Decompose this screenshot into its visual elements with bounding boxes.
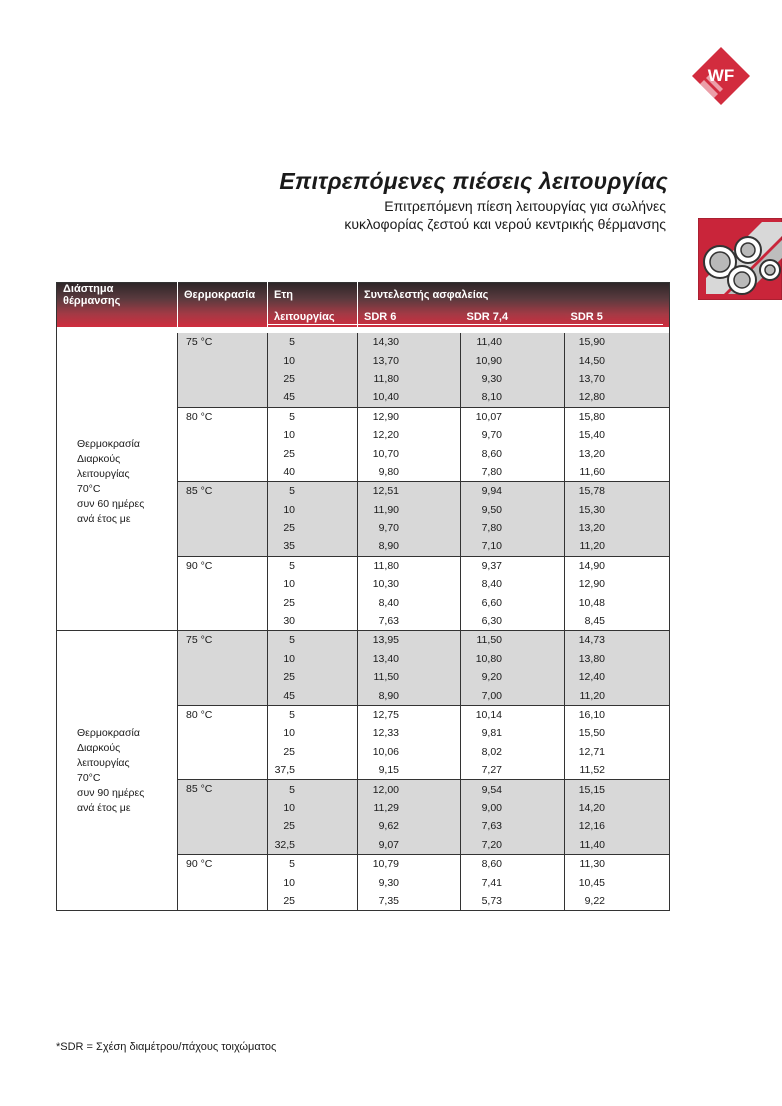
subtitle-line-1: Επιτρεπόμενη πίεση λειτουργίας για σωλήνες xyxy=(384,198,666,214)
condition-line: ανά έτος με xyxy=(77,512,131,525)
value-text: 10,70 xyxy=(372,447,399,460)
value-text: 7,35 xyxy=(378,894,399,907)
years-cell: 5 xyxy=(268,854,358,873)
years-cell: 5 xyxy=(268,556,358,575)
years-cell: 37,5 xyxy=(268,761,358,780)
value-text: 11,30 xyxy=(579,858,605,871)
value-text: 14,30 xyxy=(372,336,399,349)
value-text: 5,73 xyxy=(481,894,502,907)
page-title: Επιτρεπόμενες πιέσεις λειτουργίας xyxy=(279,168,668,194)
sdr74-cell xyxy=(461,575,565,593)
sdr6-cell xyxy=(358,407,461,426)
years-cell: 25 xyxy=(268,668,358,686)
value-text: 13,80 xyxy=(578,652,605,665)
value-text: 7,63 xyxy=(481,820,502,833)
value-text: 12,33 xyxy=(372,727,399,740)
value-text: 15,30 xyxy=(578,503,605,516)
table-row xyxy=(57,333,670,351)
value-text: 6,30 xyxy=(481,615,502,628)
value-text: 9,81 xyxy=(481,727,502,740)
years-cell: 25 xyxy=(268,519,358,537)
value-text: 7,10 xyxy=(481,540,502,553)
sdr5-cell xyxy=(565,556,670,575)
value-text: 10,45 xyxy=(578,876,605,889)
years-cell: 5 xyxy=(268,407,358,426)
value-text: 11,20 xyxy=(579,540,605,553)
value-text: 7,41 xyxy=(481,876,502,889)
sdr6-cell xyxy=(358,799,461,817)
sdr5-cell xyxy=(565,836,670,855)
sdr6-cell xyxy=(358,519,461,537)
value-text: 14,73 xyxy=(578,634,605,647)
sdr6-cell xyxy=(358,854,461,873)
value-text: 7,63 xyxy=(378,615,399,628)
value-text: 13,95 xyxy=(372,634,399,647)
years-cell: 25 xyxy=(268,892,358,911)
value-text: 8,02 xyxy=(481,745,502,758)
sdr5-cell xyxy=(565,761,670,780)
value-text: 9,70 xyxy=(378,522,399,535)
temperature-cell: 75 °C xyxy=(178,333,268,407)
value-text: 13,70 xyxy=(372,354,399,367)
temperature-cell: 85 °C xyxy=(178,780,268,855)
header-safety-factor: Συντελεστής ασφαλείας xyxy=(358,283,670,308)
value-text: 9,30 xyxy=(378,876,399,889)
years-cell: 10 xyxy=(268,426,358,444)
sdr6-cell xyxy=(358,780,461,799)
value-text: 15,40 xyxy=(578,429,605,442)
sdr74-cell xyxy=(461,388,565,407)
condition-line: Θερμοκρασία xyxy=(77,726,140,739)
years-cell: 45 xyxy=(268,686,358,705)
sdr74-cell xyxy=(461,463,565,482)
years-cell: 32,5 xyxy=(268,836,358,855)
sdr74-cell xyxy=(461,761,565,780)
value-text: 7,00 xyxy=(481,689,502,702)
temperature-cell: 85 °C xyxy=(178,482,268,557)
value-text: 13,20 xyxy=(578,522,605,535)
years-cell: 45 xyxy=(268,388,358,407)
value-text: 9,94 xyxy=(481,485,502,498)
years-cell: 40 xyxy=(268,463,358,482)
subtitle-line-2: κυκλοφορίας ζεστού και νερού κεντρικής θέρμανσης xyxy=(344,216,666,232)
value-text: 9,00 xyxy=(481,801,502,814)
sdr5-cell xyxy=(565,873,670,891)
sdr6-cell xyxy=(358,388,461,407)
condition-line: 70°C xyxy=(77,482,101,495)
sdr6-cell xyxy=(358,761,461,780)
sdr5-cell xyxy=(565,892,670,911)
header-sdr74: SDR 7,4 xyxy=(461,307,565,327)
sdr74-cell xyxy=(461,668,565,686)
value-text: 6,60 xyxy=(481,596,502,609)
value-text: 12,90 xyxy=(372,410,399,423)
value-text: 13,40 xyxy=(372,652,399,665)
years-cell: 25 xyxy=(268,743,358,761)
wf-logo-icon xyxy=(690,45,752,107)
sdr6-cell xyxy=(358,705,461,724)
value-text: 12,16 xyxy=(578,820,605,833)
value-text: 11,90 xyxy=(373,503,399,516)
value-text: 10,80 xyxy=(475,652,502,665)
temperature-cell: 90 °C xyxy=(178,556,268,631)
header-temperature: Θερμοκρασία xyxy=(178,283,268,308)
sdr74-cell xyxy=(461,593,565,611)
header-sdr5: SDR 5 xyxy=(565,307,670,327)
sdr6-cell xyxy=(358,668,461,686)
sdr5-cell xyxy=(565,501,670,519)
sdr6-cell xyxy=(358,612,461,631)
sdr6-cell xyxy=(358,686,461,705)
sdr74-cell xyxy=(461,444,565,462)
sdr74-cell xyxy=(461,836,565,855)
sdr5-cell xyxy=(565,593,670,611)
years-cell: 25 xyxy=(268,817,358,835)
value-text: 7,27 xyxy=(481,764,502,777)
value-text: 9,62 xyxy=(378,820,399,833)
condition-line: 70°C xyxy=(77,771,101,784)
value-text: 12,80 xyxy=(578,391,605,404)
value-text: 15,50 xyxy=(578,727,605,740)
sdr74-cell xyxy=(461,686,565,705)
value-text: 14,90 xyxy=(578,559,605,572)
sdr6-cell xyxy=(358,444,461,462)
value-text: 8,90 xyxy=(378,689,399,702)
sdr5-cell xyxy=(565,705,670,724)
sdr5-cell xyxy=(565,407,670,426)
sdr5-cell xyxy=(565,370,670,388)
table-header xyxy=(57,283,670,328)
sdr5-cell xyxy=(565,724,670,742)
value-text: 9,54 xyxy=(481,783,502,796)
value-text: 9,30 xyxy=(481,372,502,385)
value-text: 11,50 xyxy=(476,634,502,647)
value-text: 7,80 xyxy=(481,522,502,535)
years-cell: 10 xyxy=(268,575,358,593)
sdr5-cell xyxy=(565,444,670,462)
table-body xyxy=(57,327,670,911)
value-text: 10,07 xyxy=(475,410,502,423)
sdr5-cell xyxy=(565,351,670,369)
sdr6-cell xyxy=(358,463,461,482)
sdr6-cell xyxy=(358,351,461,369)
sdr6-cell xyxy=(358,593,461,611)
sdr5-cell xyxy=(565,668,670,686)
value-text: 10,90 xyxy=(475,354,502,367)
value-text: 11,80 xyxy=(373,559,399,572)
years-cell: 5 xyxy=(268,705,358,724)
header-years-line2: λειτουργίας xyxy=(268,307,358,327)
value-text: 9,20 xyxy=(481,671,502,684)
value-text: 11,29 xyxy=(373,801,399,814)
sdr74-cell xyxy=(461,780,565,799)
sdr74-cell xyxy=(461,612,565,631)
sdr74-cell xyxy=(461,407,565,426)
sdr74-cell xyxy=(461,854,565,873)
sdr6-cell xyxy=(358,650,461,668)
years-cell: 5 xyxy=(268,333,358,351)
years-cell: 25 xyxy=(268,370,358,388)
sdr6-cell xyxy=(358,724,461,742)
sdr5-cell xyxy=(565,743,670,761)
condition-line: λειτουργίας xyxy=(77,467,130,480)
sdr5-cell xyxy=(565,780,670,799)
sdr74-cell xyxy=(461,631,565,650)
value-text: 15,90 xyxy=(578,336,605,349)
value-text: 10,40 xyxy=(372,391,399,404)
sdr74-cell xyxy=(461,892,565,911)
header-heating-period: Διάστημα θέρμανσης xyxy=(63,283,121,307)
sdr74-cell xyxy=(461,743,565,761)
sdr6-cell xyxy=(358,370,461,388)
footnote: *SDR = Σχέση διαμέτρου/πάχους τοιχώματος xyxy=(56,1041,277,1053)
sdr74-cell xyxy=(461,482,565,501)
sdr74-cell xyxy=(461,501,565,519)
value-text: 10,14 xyxy=(475,709,502,721)
sdr5-cell xyxy=(565,537,670,556)
condition-line: ανά έτος με xyxy=(77,801,131,814)
sdr5-cell xyxy=(565,650,670,668)
value-text: 9,70 xyxy=(481,429,502,442)
sdr74-cell xyxy=(461,351,565,369)
pressure-table xyxy=(56,282,670,911)
sdr74-cell xyxy=(461,426,565,444)
value-text: 8,90 xyxy=(378,540,399,553)
years-cell: 10 xyxy=(268,873,358,891)
sdr74-cell xyxy=(461,556,565,575)
years-cell: 35 xyxy=(268,537,358,556)
sdr74-cell xyxy=(461,873,565,891)
sdr6-cell xyxy=(358,537,461,556)
value-text: 9,15 xyxy=(378,764,399,777)
years-cell: 25 xyxy=(268,444,358,462)
sdr6-cell xyxy=(358,873,461,891)
years-cell: 10 xyxy=(268,724,358,742)
value-text: 10,79 xyxy=(372,858,399,871)
value-text: 8,10 xyxy=(481,391,502,404)
value-text: 12,00 xyxy=(372,783,399,796)
value-text: 12,75 xyxy=(372,709,399,721)
value-text: 11,50 xyxy=(373,671,399,684)
sdr5-cell xyxy=(565,463,670,482)
value-text: 9,07 xyxy=(378,838,399,851)
value-text: 12,90 xyxy=(578,578,605,591)
value-text: 16,10 xyxy=(578,709,605,721)
sdr5-cell xyxy=(565,686,670,705)
value-text: 12,20 xyxy=(372,429,399,442)
sdr74-cell xyxy=(461,724,565,742)
sdr74-cell xyxy=(461,650,565,668)
sdr74-cell xyxy=(461,370,565,388)
value-text: 13,20 xyxy=(578,447,605,460)
value-text: 8,45 xyxy=(584,615,605,628)
value-text: 9,22 xyxy=(584,894,605,907)
years-cell: 10 xyxy=(268,650,358,668)
value-text: 11,20 xyxy=(579,689,605,702)
logo-text: WF xyxy=(707,66,735,85)
temperature-cell: 80 °C xyxy=(178,407,268,482)
sdr5-cell xyxy=(565,333,670,351)
sdr6-cell xyxy=(358,556,461,575)
sdr5-cell xyxy=(565,612,670,631)
sdr6-cell xyxy=(358,631,461,650)
sdr5-cell xyxy=(565,426,670,444)
pipes-illustration-icon xyxy=(698,218,782,300)
sdr6-cell xyxy=(358,836,461,855)
value-text: 11,52 xyxy=(579,764,605,777)
value-text: 12,51 xyxy=(372,485,399,498)
sdr5-cell xyxy=(565,631,670,650)
value-text: 11,80 xyxy=(373,372,399,385)
sdr6-cell xyxy=(358,743,461,761)
condition-line: Διαρκούς xyxy=(77,452,121,465)
sdr6-cell xyxy=(358,575,461,593)
value-text: 8,60 xyxy=(481,447,502,460)
sdr74-cell xyxy=(461,799,565,817)
value-text: 15,15 xyxy=(578,783,605,796)
value-text: 10,30 xyxy=(372,578,399,591)
value-text: 15,80 xyxy=(578,410,605,423)
sdr74-cell xyxy=(461,705,565,724)
temperature-cell: 80 °C xyxy=(178,705,268,780)
years-cell: 5 xyxy=(268,780,358,799)
value-text: 8,40 xyxy=(481,578,502,591)
sdr5-cell xyxy=(565,817,670,835)
heating-condition-cell xyxy=(57,631,178,911)
temperature-cell: 75 °C xyxy=(178,631,268,706)
sdr6-cell xyxy=(358,817,461,835)
condition-line: συν 60 ημέρες xyxy=(77,497,145,510)
sdr6-cell xyxy=(358,426,461,444)
years-cell: 30 xyxy=(268,612,358,631)
condition-line: Θερμοκρασία xyxy=(77,437,140,450)
years-cell: 5 xyxy=(268,631,358,650)
value-text: 11,40 xyxy=(579,838,605,851)
temperature-cell: 90 °C xyxy=(178,854,268,910)
header-sdr6: SDR 6 xyxy=(358,307,461,327)
value-text: 14,20 xyxy=(578,801,605,814)
value-text: 9,37 xyxy=(481,559,502,572)
value-text: 9,50 xyxy=(481,503,502,516)
years-cell: 10 xyxy=(268,501,358,519)
sdr5-cell xyxy=(565,575,670,593)
value-text: 11,40 xyxy=(476,336,502,349)
value-text: 8,40 xyxy=(378,596,399,609)
sdr5-cell xyxy=(565,799,670,817)
value-text: 14,50 xyxy=(578,354,605,367)
condition-line: Διαρκούς xyxy=(77,741,121,754)
sdr74-cell xyxy=(461,333,565,351)
value-text: 10,06 xyxy=(372,745,399,758)
value-text: 13,70 xyxy=(578,372,605,385)
sdr74-cell xyxy=(461,817,565,835)
value-text: 11,60 xyxy=(579,465,605,478)
value-text: 7,80 xyxy=(481,465,502,478)
condition-line: συν 90 ημέρες xyxy=(77,786,145,799)
sdr74-cell xyxy=(461,519,565,537)
sdr5-cell xyxy=(565,519,670,537)
sdr5-cell xyxy=(565,388,670,407)
value-text: 9,80 xyxy=(378,465,399,478)
page-subtitle xyxy=(0,197,666,233)
sdr5-cell xyxy=(565,854,670,873)
header-years-line1: Ετη xyxy=(268,283,358,308)
years-cell: 10 xyxy=(268,799,358,817)
value-text: 12,40 xyxy=(578,671,605,684)
sdr6-cell xyxy=(358,892,461,911)
sdr6-cell xyxy=(358,333,461,351)
sdr74-cell xyxy=(461,537,565,556)
sdr6-cell xyxy=(358,501,461,519)
value-text: 15,78 xyxy=(578,485,605,498)
value-text: 12,71 xyxy=(578,745,605,758)
value-text: 7,20 xyxy=(481,838,502,851)
sdr5-cell xyxy=(565,482,670,501)
years-cell: 5 xyxy=(268,482,358,501)
value-text: 10,48 xyxy=(578,596,605,609)
sdr6-cell xyxy=(358,482,461,501)
table-row xyxy=(57,631,670,650)
years-cell: 10 xyxy=(268,351,358,369)
value-text: 8,60 xyxy=(481,858,502,871)
condition-line: λειτουργίας xyxy=(77,756,130,769)
heating-condition-cell xyxy=(57,333,178,631)
years-cell: 25 xyxy=(268,593,358,611)
